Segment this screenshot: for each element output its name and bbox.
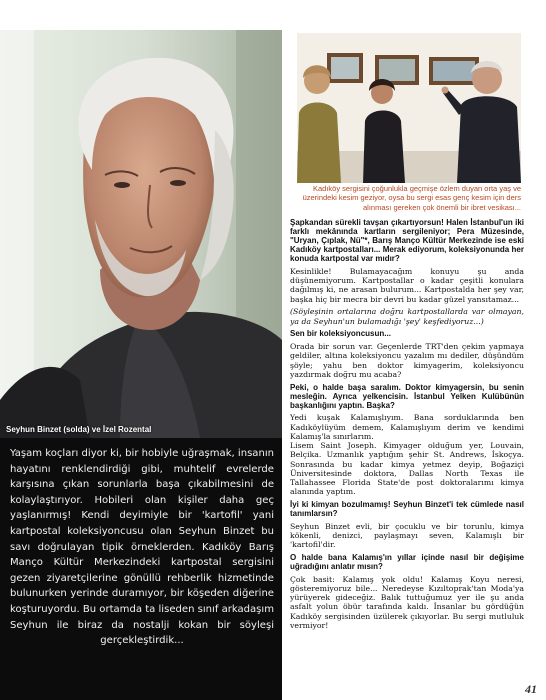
interview-answer: Çok basit: Kalamış yok oldu! Kalamış Koyu neresi, gösteremiyoruz bile... Neredeyse Kızıltoprak'tan Moda'ya yürüyerek gideceğiz. Balık tuttuğumuz yer ile şu anda asfalt yolun öbür tarafında kaldı. İnsanlar bu gördüğün Kadıköy sergisinden üzülerek çıkıyorlar. Bu sergi mutluluk vermiyor! bbox=[290, 574, 524, 630]
intro-text-block bbox=[0, 438, 282, 700]
interview-answer: Kesinlikle! Bulamayacağım konuyu şu anda düşünemiyorum. Kartpostallar o kadar çeşitli konulara dağılmış ki, ne arasan bulurum... Kartpostalda her şey var, başka hiç bir mecra bir devri bu kadar güzel yansıtamaz... bbox=[290, 266, 524, 304]
interview-answer: Seyhun Binzet evli, bir çocuklu ve bir torunlu, kimya kökenli, denizci, paylaşmayı seven, Kalamışlı bir 'kartofil'dir. bbox=[290, 521, 524, 550]
exhibition-photo bbox=[297, 33, 521, 183]
interview-question: O halde bana Kalamış'ın yıllar içinde nasıl bir değişime uğradığını anlatır mısın? bbox=[290, 553, 524, 572]
interview-question: Sen bir koleksiyoncusun... bbox=[290, 329, 391, 339]
interview-note: (Söyleşinin ortalarına doğru kartpostallarda var olmayan, ya da Seyhun'un bulamadığı 'şey' keşfediyoruz...) bbox=[290, 307, 524, 326]
interview-question: İyi ki kimyan bozulmamış! Seyhun Binzet'i tek cümlede nasıl tanımlarsın? bbox=[290, 500, 524, 519]
interview-answer: Yedi kuşak Kalamışlıyım. Bana sorduklarında ben Kadıköylüyüm demem, Kalamışlıyım derim ve kendimi Kalamış'la sınırlarım. Lisem Saint Joseph. Kimyager olduğum yer, Louvain, Belçika. Uzmanlık yaptığım şehir St. Andrews, İskoçya. Sonrasında bu kadar kimya yetmez deyip, Boğaziçi Üniversitesinde doktora, Dallas North Texas ile Tallahassee Florida State'de post doktoralarımı kimya alanında yaptım. bbox=[290, 413, 524, 497]
interview-column bbox=[290, 218, 524, 688]
portrait-illustration bbox=[0, 30, 282, 438]
exhibition-illustration bbox=[297, 33, 521, 183]
portrait-photo bbox=[0, 30, 282, 438]
photo-caption: Seyhun Binzet (solda) ve İzel Rozental bbox=[6, 425, 152, 434]
page-number: 41 bbox=[525, 682, 537, 696]
interview-question: Şapkandan sürekli tavşan çıkartıyorsun! Halen İstanbul'un iki farklı mekânında kartların sergileniyor; Pera Müzesinde, "Uryan, Çıplak, Nü"*, Barış Manço Kültür Merkezinde ise eski Kadıköy kartpostalları... Merak ediyorum, koleksiyonunda her konuda kartpostal var mıdır? bbox=[290, 218, 524, 264]
interview-answer: Orada bir sorun var. Geçenlerde TRT'den çekim yapmaya geldiler, altına koleksiyoncu yazalım mı dediler, düşündüm şöyle; yahu ben doktor kimyagerim, koleksiyoncu yazdırmak doğru mu acaba? bbox=[290, 342, 524, 379]
interview-question: Peki, o halde başa saralım. Doktor kimyagersin, bu senin mesleğin. Ayrıca yelkencisin. İstanbul Yelken Kulübünün başkanlığını yaptın. Başka? bbox=[290, 382, 524, 410]
exhibition-caption: Kadıköy sergisini çoğunlukla geçmişe özlem duyan orta yaş ve üzerindeki kesim geziyor, oysa bu sergi esas genç kesim için ders alınması gereken çok önemli bir ibret vesikası... bbox=[302, 184, 521, 212]
intro-paragraph: Yaşam koçları diyor ki, bir hobiyle uğraşmak, insanın hayatını renklendirdiği gibi, muhtelif evrelerde karşısına çıkan sorunlarla başa çıkabilmesini de kolaylaştırıyor. Hobileri olan kişiler daha geç yaşlanırmış! Kendi deyimiyle bir 'kartofil' yani kartpostal koleksiyoncusu olan Seyhun Binzet bu savı doğrulayan tipik örneklerden. Kadıköy Barış Manço Kültür Merkezindeki kartpostal sergisini gezen ziyaretçilerine gönüllü rehberlik hizmetinde bulunurken yerinde duramıyor, bir köşeden diğerine koşturuyordu. Bu ortamda ta liseden sınıf arkadaşım Seyhun ile biraz da nostalji kokan bir söyleşi gerçekleştirdik... bbox=[10, 448, 274, 647]
